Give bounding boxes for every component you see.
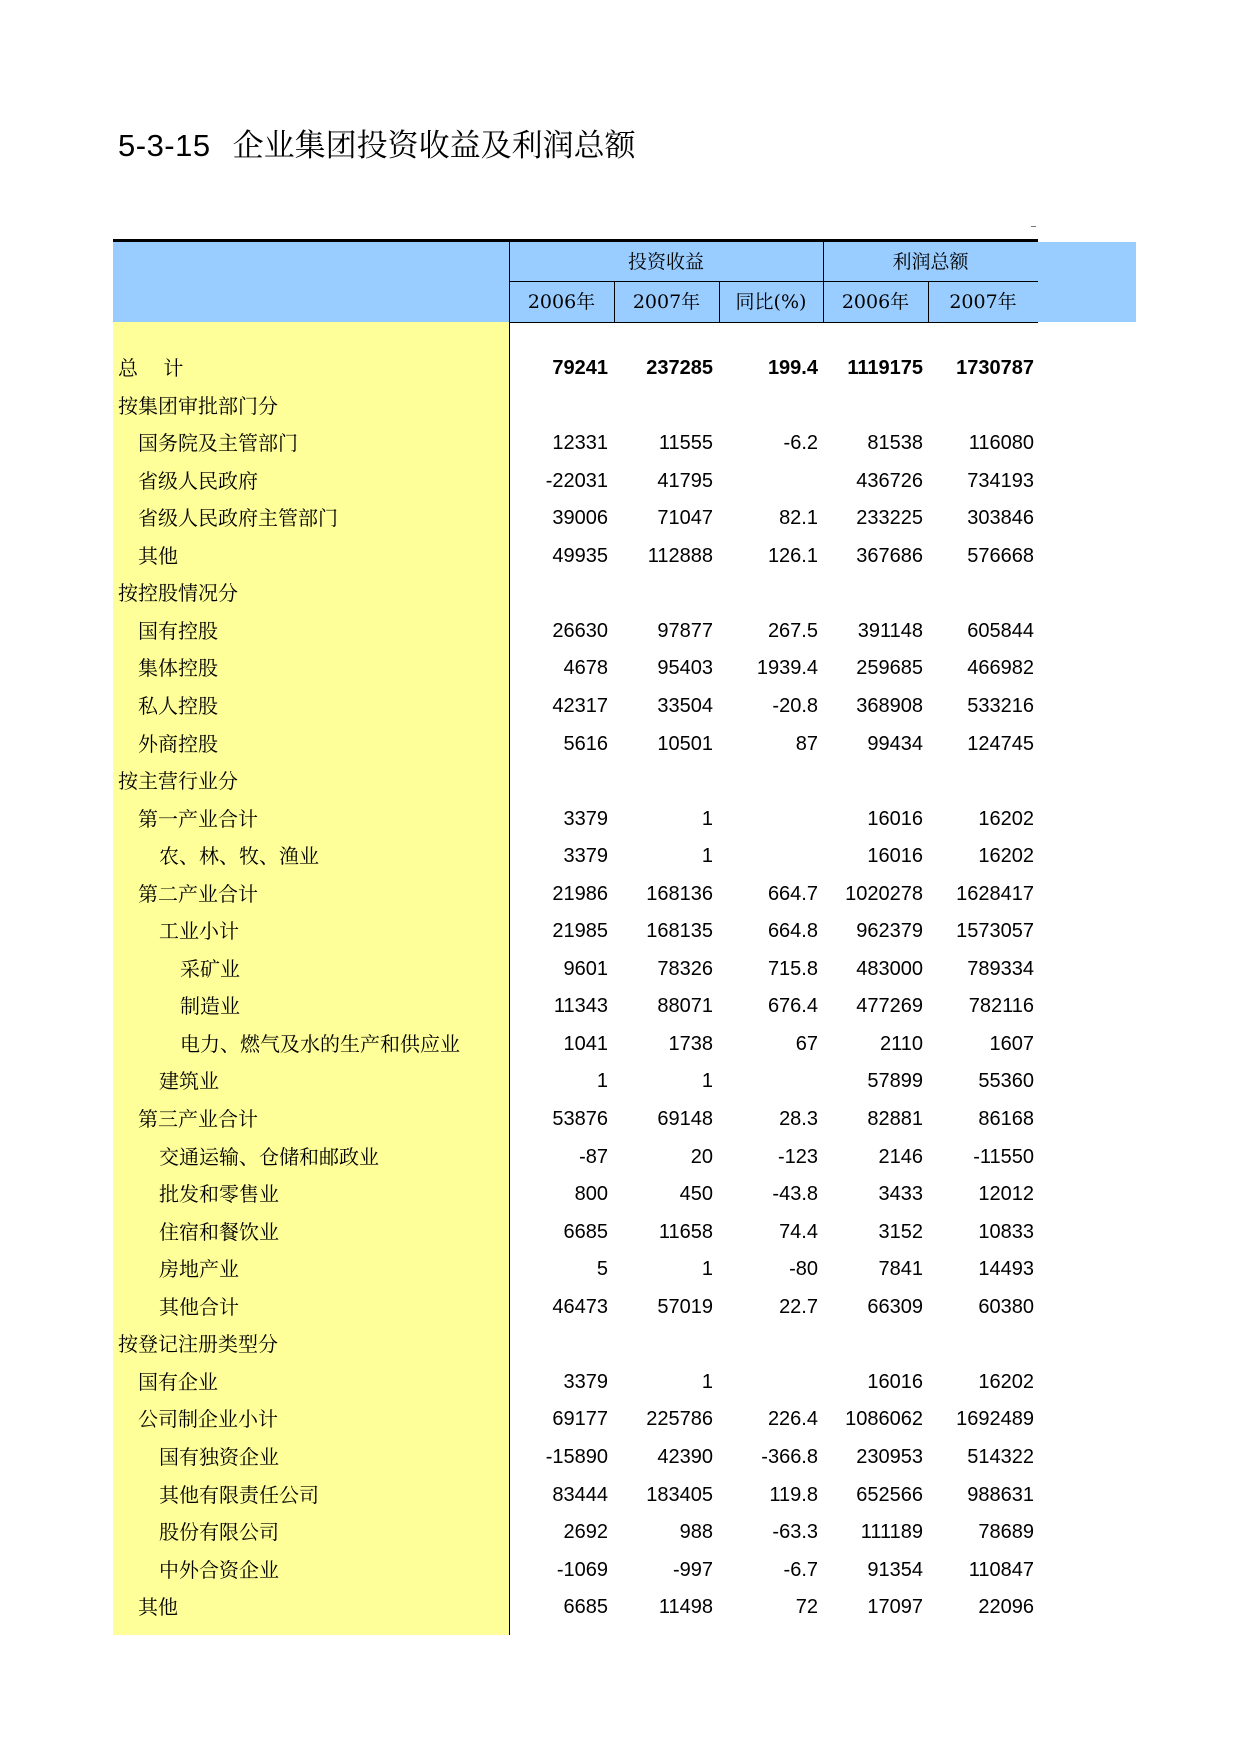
cell-value: -123 xyxy=(777,1145,818,1168)
cell-value: 225786 xyxy=(646,1408,713,1431)
cell-value xyxy=(614,574,713,612)
row-label: 国有企业 xyxy=(138,1369,218,1394)
row-label: 第一产业合计 xyxy=(138,806,258,831)
table-row xyxy=(113,762,1038,800)
cell-value: 11343 xyxy=(553,995,608,1018)
cell-value: 16016 xyxy=(867,1370,923,1393)
cell-value: 1607 xyxy=(989,1032,1034,1055)
row-label: 房地产业 xyxy=(159,1257,239,1282)
header-top-rule xyxy=(113,239,1038,242)
table-row xyxy=(113,649,1038,687)
row-label: 公司制企业小计 xyxy=(138,1407,278,1432)
cell-value: 17097 xyxy=(867,1596,923,1619)
row-label: 制造业 xyxy=(180,994,240,1019)
row-label: 批发和零售业 xyxy=(159,1182,279,1207)
cell-value xyxy=(509,1325,608,1363)
cell-value: 11498 xyxy=(658,1596,713,1619)
table-row xyxy=(113,950,1038,988)
cell-value: 83444 xyxy=(552,1483,608,1506)
row-label: 按集团审批部门分 xyxy=(118,393,278,418)
cell-value: 119.8 xyxy=(769,1483,818,1506)
cell-value: 55360 xyxy=(978,1070,1034,1093)
table-row xyxy=(113,1100,1038,1138)
cell-value: 11555 xyxy=(658,432,713,455)
cell-value: 97877 xyxy=(657,619,713,642)
table-row xyxy=(113,1513,1038,1551)
cell-value: 49935 xyxy=(552,544,608,567)
table-row xyxy=(113,349,1038,387)
cell-value: 782116 xyxy=(968,995,1034,1018)
cell-value: 116080 xyxy=(968,432,1034,455)
cell-value: 3379 xyxy=(563,807,608,830)
cell-value: 16202 xyxy=(978,845,1034,868)
header-col-yoy: 同比(%) xyxy=(735,291,807,313)
cell-value: 57899 xyxy=(867,1070,923,1093)
cell-value: 734193 xyxy=(967,469,1034,492)
table-row xyxy=(113,1138,1038,1176)
cell-value xyxy=(823,762,923,800)
cell-value: 259685 xyxy=(856,657,923,680)
cell-value: 20 xyxy=(690,1145,713,1168)
cell-value: 1 xyxy=(701,1070,713,1093)
row-label: 国有控股 xyxy=(138,618,218,643)
table-row xyxy=(113,424,1038,462)
cell-value: 42390 xyxy=(657,1445,713,1468)
cell-value: 988631 xyxy=(967,1483,1034,1506)
cell-value: 16016 xyxy=(867,845,923,868)
table-row xyxy=(113,462,1038,500)
header-col-2006-profit: 2006年 xyxy=(841,291,910,313)
cell-value: 230953 xyxy=(856,1445,923,1468)
cell-value: 3379 xyxy=(563,1370,608,1393)
cell-value: 22096 xyxy=(978,1596,1034,1619)
cell-value: 33504 xyxy=(657,694,713,717)
cell-value: 988 xyxy=(679,1521,713,1544)
table-row xyxy=(113,612,1038,650)
cell-value: 86168 xyxy=(978,1108,1034,1130)
table-row xyxy=(113,1213,1038,1251)
cell-value: 72 xyxy=(795,1596,818,1619)
cell-value: 183405 xyxy=(646,1483,713,1506)
cell-value xyxy=(719,387,818,425)
cell-value: 3433 xyxy=(878,1183,923,1206)
row-label: 第二产业合计 xyxy=(138,881,258,906)
table-row xyxy=(113,1250,1038,1288)
table-row xyxy=(113,1476,1038,1514)
cell-value: 1628417 xyxy=(956,882,1034,905)
cell-value: 66309 xyxy=(867,1295,923,1318)
cell-value: 199.4 xyxy=(767,357,818,379)
cell-value: 605844 xyxy=(967,619,1034,642)
cell-value: 514322 xyxy=(967,1445,1034,1468)
row-label: 按登记注册类型分 xyxy=(118,1332,278,1357)
cell-value: 78326 xyxy=(657,957,713,980)
cell-value xyxy=(719,837,818,875)
cell-value: 46473 xyxy=(552,1295,608,1318)
cell-value: 79241 xyxy=(552,357,608,379)
cell-value: 483000 xyxy=(856,957,923,980)
table-row xyxy=(113,1175,1038,1213)
cell-value: 69148 xyxy=(657,1108,713,1130)
cell-value: 3152 xyxy=(878,1220,923,1243)
cell-value: 237285 xyxy=(646,357,713,379)
table-row xyxy=(113,837,1038,875)
row-label: 按控股情况分 xyxy=(118,581,238,606)
cell-value: -20.8 xyxy=(772,694,818,717)
cell-value: 1 xyxy=(701,807,713,830)
cell-value: 42317 xyxy=(552,694,608,717)
cell-value xyxy=(509,387,608,425)
table-row xyxy=(113,1551,1038,1589)
cell-value: -6.2 xyxy=(783,432,818,455)
cell-value: 3379 xyxy=(563,845,608,868)
table-row xyxy=(113,1288,1038,1326)
cell-value: 14493 xyxy=(978,1258,1034,1281)
row-label: 国务院及主管部门 xyxy=(138,431,298,456)
cell-value: -1069 xyxy=(556,1558,608,1581)
cell-value: -11550 xyxy=(973,1145,1034,1168)
cell-value: 466982 xyxy=(967,657,1034,680)
cell-value: 168135 xyxy=(646,920,713,943)
cell-value xyxy=(719,762,818,800)
cell-value: 5 xyxy=(596,1258,608,1281)
cell-value: 16202 xyxy=(978,1370,1034,1393)
cell-value: 69177 xyxy=(552,1408,608,1431)
header-col-2007-invest: 2007年 xyxy=(632,291,701,313)
cell-value: -63.3 xyxy=(772,1521,818,1544)
table-row xyxy=(113,499,1038,537)
cell-value: 21985 xyxy=(552,920,608,943)
cell-value: -997 xyxy=(672,1558,713,1581)
cell-value: 2146 xyxy=(878,1145,923,1168)
cell-value xyxy=(823,1325,923,1363)
cell-value xyxy=(719,800,818,838)
cell-value: -22031 xyxy=(545,469,608,492)
cell-value: 676.4 xyxy=(767,995,818,1018)
cell-value: 11658 xyxy=(658,1220,713,1243)
cell-value xyxy=(928,762,1034,800)
cell-value: -43.8 xyxy=(772,1183,818,1206)
cell-value: 82.1 xyxy=(779,507,818,530)
row-label: 其他 xyxy=(138,1595,178,1620)
cell-value xyxy=(719,1325,818,1363)
cell-value xyxy=(719,462,818,500)
cell-value: 22.7 xyxy=(779,1295,818,1318)
cell-value: 1 xyxy=(701,1370,713,1393)
cell-value: 87 xyxy=(795,732,818,755)
cell-value: 16202 xyxy=(978,807,1034,830)
cell-value: 7841 xyxy=(878,1258,923,1281)
cell-value: 789334 xyxy=(967,957,1034,980)
row-label: 农、林、牧、渔业 xyxy=(159,844,319,869)
cell-value: 78689 xyxy=(978,1521,1034,1544)
cell-value: 10833 xyxy=(978,1220,1034,1243)
cell-value: 800 xyxy=(574,1183,608,1206)
cell-value: 303846 xyxy=(967,507,1034,530)
row-label: 国有独资企业 xyxy=(159,1444,279,1469)
cell-value: 16016 xyxy=(867,807,923,830)
cell-value: 715.8 xyxy=(767,957,818,980)
cell-value: 81538 xyxy=(867,432,923,455)
cell-value: -87 xyxy=(579,1145,608,1168)
cell-value xyxy=(928,574,1034,612)
row-label: 外商控股 xyxy=(138,731,218,756)
cell-value: 53876 xyxy=(552,1108,608,1130)
cell-value: 1738 xyxy=(668,1032,713,1055)
cell-value: 71047 xyxy=(657,507,713,530)
cell-value: 67 xyxy=(795,1032,818,1055)
cell-value: 1119175 xyxy=(847,357,923,379)
cell-value: 267.5 xyxy=(767,619,818,642)
cell-value: 39006 xyxy=(552,507,608,530)
cell-value: 2692 xyxy=(563,1521,608,1544)
cell-value: 1 xyxy=(596,1070,608,1093)
row-label: 总 计 xyxy=(118,356,184,380)
corner-mark xyxy=(1031,226,1036,227)
row-label: 其他合计 xyxy=(159,1294,239,1319)
cell-value: 10501 xyxy=(657,732,713,755)
cell-value: 533216 xyxy=(967,694,1034,717)
table-row xyxy=(113,725,1038,763)
header-total-profit: 利润总额 xyxy=(892,251,969,273)
cell-value xyxy=(928,1325,1034,1363)
cell-value xyxy=(823,574,923,612)
cell-value xyxy=(509,574,608,612)
cell-value: 367686 xyxy=(856,544,923,567)
cell-value: 82881 xyxy=(867,1108,923,1130)
table-row xyxy=(113,987,1038,1025)
cell-value: 1041 xyxy=(563,1032,608,1055)
row-label: 其他有限责任公司 xyxy=(159,1482,319,1507)
cell-value: -80 xyxy=(789,1258,818,1281)
table-row xyxy=(113,1588,1038,1626)
cell-value xyxy=(614,762,713,800)
table-row xyxy=(113,875,1038,913)
cell-value: 1692489 xyxy=(956,1408,1034,1431)
header-investment-income: 投资收益 xyxy=(627,251,704,273)
cell-value: 664.7 xyxy=(767,882,818,905)
cell-value: 1939.4 xyxy=(756,657,818,680)
cell-value xyxy=(823,387,923,425)
cell-value: 124745 xyxy=(967,732,1034,755)
row-label: 省级人民政府 xyxy=(138,468,258,493)
table-row xyxy=(113,537,1038,575)
cell-value: 436726 xyxy=(856,469,923,492)
table-row xyxy=(113,1363,1038,1401)
row-label: 省级人民政府主管部门 xyxy=(138,506,338,531)
cell-value: 26630 xyxy=(552,619,608,642)
cell-value: 962379 xyxy=(856,920,923,943)
row-label: 股份有限公司 xyxy=(159,1520,279,1545)
cell-value: 1 xyxy=(701,1258,713,1281)
cell-value: 233225 xyxy=(856,507,923,530)
cell-value: 1086062 xyxy=(845,1408,923,1431)
cell-value: -366.8 xyxy=(761,1445,818,1468)
row-label: 建筑业 xyxy=(159,1069,219,1094)
cell-value: 74.4 xyxy=(779,1220,818,1243)
cell-value: 226.4 xyxy=(767,1408,818,1431)
cell-value: 111189 xyxy=(860,1521,923,1544)
row-label: 中外合资企业 xyxy=(159,1557,279,1582)
table-row xyxy=(113,1400,1038,1438)
cell-value: 126.1 xyxy=(767,544,818,567)
cell-value xyxy=(719,574,818,612)
cell-value xyxy=(614,1325,713,1363)
cell-value: 168136 xyxy=(646,882,713,905)
cell-value: 110847 xyxy=(968,1558,1034,1581)
page-title xyxy=(118,124,636,168)
cell-value: 1730787 xyxy=(956,357,1034,379)
cell-value xyxy=(614,387,713,425)
table-number: 5-3-15 xyxy=(118,128,211,163)
table-row xyxy=(113,1062,1038,1100)
row-label: 电力、燃气及水的生产和供应业 xyxy=(180,1031,460,1056)
table-row xyxy=(113,1438,1038,1476)
cell-value xyxy=(719,1062,818,1100)
row-label: 工业小计 xyxy=(159,919,239,944)
cell-value: 664.8 xyxy=(767,920,818,943)
cell-value: 60380 xyxy=(978,1295,1034,1318)
table-row xyxy=(113,687,1038,725)
table-row xyxy=(113,1025,1038,1063)
row-label: 交通运输、仓储和邮政业 xyxy=(159,1144,379,1169)
table-row xyxy=(113,574,1038,612)
cell-value: 4678 xyxy=(563,657,608,680)
cell-value: 576668 xyxy=(967,544,1034,567)
table-row xyxy=(113,387,1038,425)
cell-value: 9601 xyxy=(563,957,608,980)
cell-value: 368908 xyxy=(856,694,923,717)
cell-value: 12012 xyxy=(978,1183,1034,1206)
header-col-2006-invest: 2006年 xyxy=(527,291,596,313)
cell-value: 1 xyxy=(701,845,713,868)
table-row xyxy=(113,1325,1038,1363)
cell-value: 652566 xyxy=(856,1483,923,1506)
cell-value: 21986 xyxy=(552,882,608,905)
cell-value: 91354 xyxy=(867,1558,923,1581)
row-label: 集体控股 xyxy=(138,656,218,681)
cell-value: 57019 xyxy=(657,1295,713,1318)
row-label: 采矿业 xyxy=(180,956,240,981)
cell-value: 450 xyxy=(679,1183,713,1206)
row-label: 按主营行业分 xyxy=(118,769,238,794)
cell-value: 12331 xyxy=(552,432,608,455)
row-label: 其他 xyxy=(138,543,178,568)
header-col-2007-profit: 2007年 xyxy=(949,291,1017,313)
cell-value: 1020278 xyxy=(845,882,923,905)
cell-value: 6685 xyxy=(563,1596,608,1619)
table-row xyxy=(113,912,1038,950)
cell-value: 95403 xyxy=(657,657,713,680)
cell-value xyxy=(719,1363,818,1401)
cell-value: 2110 xyxy=(879,1032,923,1055)
row-label: 私人控股 xyxy=(138,693,218,718)
table-row xyxy=(113,800,1038,838)
table-title: 企业集团投资收益及利润总额 xyxy=(232,128,636,164)
cell-value: 112888 xyxy=(647,544,713,567)
cell-value: -6.7 xyxy=(783,1558,818,1581)
cell-value: 6685 xyxy=(563,1220,608,1243)
cell-value: 28.3 xyxy=(779,1108,818,1130)
cell-value: 88071 xyxy=(657,995,713,1018)
row-label: 住宿和餐饮业 xyxy=(159,1219,279,1244)
cell-value xyxy=(509,762,608,800)
cell-value: 477269 xyxy=(856,995,923,1018)
cell-value: 5616 xyxy=(563,732,608,755)
cell-value: 391148 xyxy=(857,619,923,642)
cell-value: 1573057 xyxy=(956,920,1034,943)
cell-value: -15890 xyxy=(545,1445,608,1468)
row-label: 第三产业合计 xyxy=(138,1107,258,1131)
cell-value: 41795 xyxy=(657,469,713,492)
cell-value xyxy=(928,387,1034,425)
cell-value: 99434 xyxy=(867,732,923,755)
